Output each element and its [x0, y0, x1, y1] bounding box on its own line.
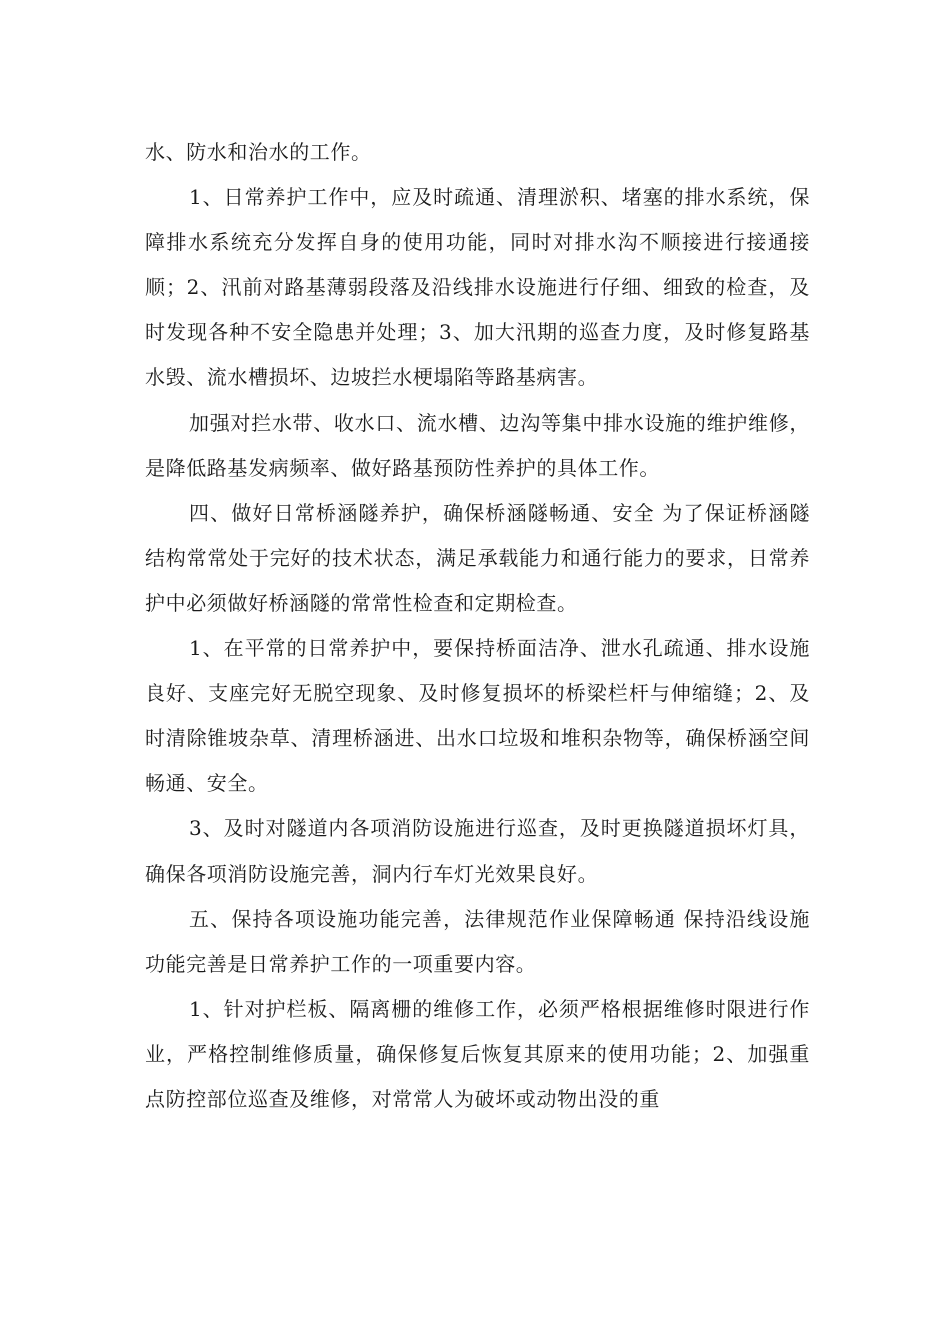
paragraph-continuation: 水、防水和治水的工作。 — [145, 140, 372, 164]
paragraph-tunnel-fire-facilities: 3、及时对隧道内各项消防设施进行巡查，及时更换隧道损坏灯具，确保各项消防设施完善，洞内行车灯光效果良好。 — [145, 816, 810, 886]
paragraph-drainage-maintenance: 1、日常养护工作中，应及时疏通、清理淤积、堵塞的排水系统，保障排水系统充分发挥自身的使用功能，同时对排水沟不顺接进行接通接顺；2、汛前对路基薄弱段落及沿线排水设施进行仔细、细致的检查，及时发现各种不安全隐患并处理；3、加大汛期的巡查力度，及时修复路基水毁、流水槽损坏、边坡拦水梗塌陷等路基病害。 — [145, 185, 810, 390]
paragraph-drainage-facilities: 加强对拦水带、收水口、流水槽、边沟等集中排水设施的维护维修，是降低路基发病频率、做好路基预防性养护的具体工作。 — [145, 410, 810, 480]
paragraph-section-five: 五、保持各项设施功能完善，法律规范作业保障畅通 保持沿线设施功能完善是日常养护工作的一项重要内容。 — [145, 906, 810, 976]
paragraph-section-four: 四、做好日常桥涵隧养护，确保桥涵隧畅通、安全 为了保证桥涵隧结构常常处于完好的技术状态，满足承载能力和通行能力的要求，日常养护中必须做好桥涵隧的常常性检查和定期检查。 — [145, 500, 810, 615]
paragraph-bridge-maintenance: 1、在平常的日常养护中，要保持桥面洁净、泄水孔疏通、排水设施良好、支座完好无脱空现象、及时修复损坏的桥梁栏杆与伸缩缝；2、及时清除锥坡杂草、清理桥涵进、出水口垃圾和堆积杂物等，确保桥涵空间畅通、安全。 — [145, 636, 810, 796]
body-text — [145, 130, 810, 1122]
paragraph-guardrail-maintenance: 1、针对护栏板、隔离栅的维修工作，必须严格根据维修时限进行作业，严格控制维修质量，确保修复后恢复其原来的使用功能；2、加强重点防控部位巡查及维修，对常常人为破坏或动物出没的重 — [145, 996, 810, 1111]
